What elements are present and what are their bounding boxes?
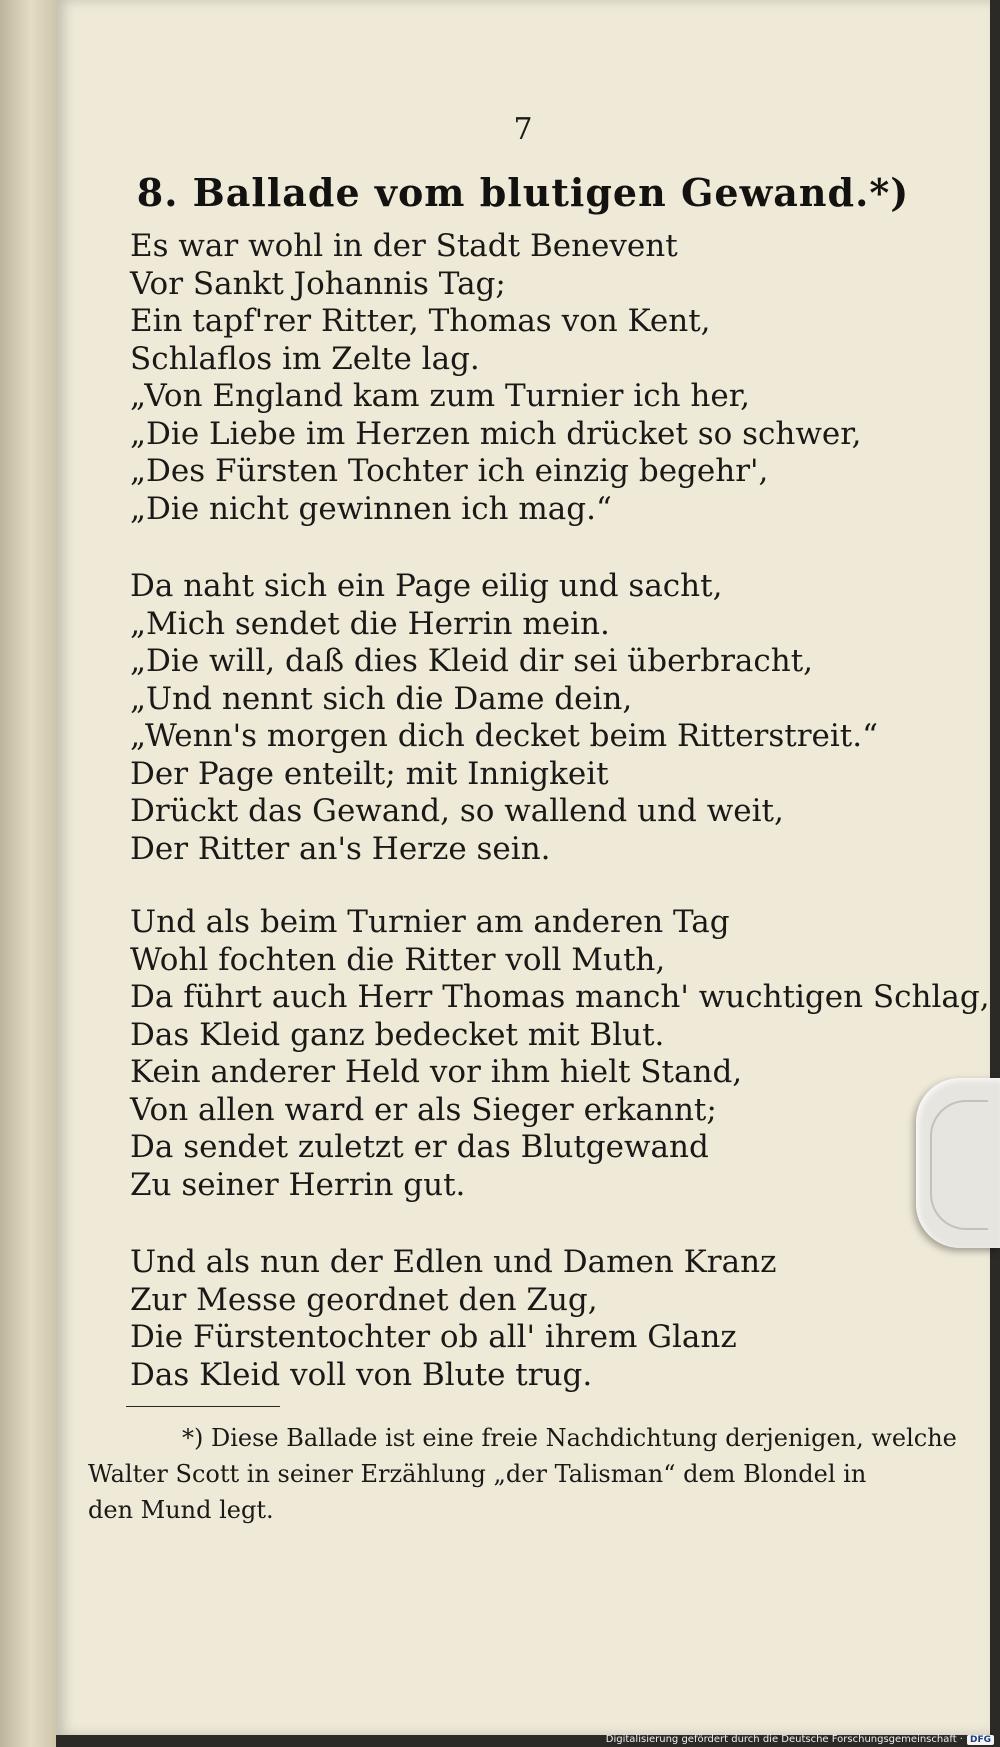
verse-line: „Mich sendet die Herrin mein.	[130, 605, 610, 642]
verse-line: „Die will, daß dies Kleid dir sei überbracht,	[130, 643, 814, 679]
verse-line: „Die nicht gewinnen ich mag.“	[130, 490, 612, 527]
footnote	[88, 1420, 960, 1528]
poem-title: 8. Ballade vom blutigen Gewand.*)	[136, 170, 910, 215]
verse-line: Da sendet zuletzt er das Blutgewand	[130, 1129, 709, 1165]
verse-line: Von allen ward er als Sieger erkannt;	[130, 1091, 717, 1128]
stanza-2	[130, 568, 970, 868]
page-number: 7	[513, 112, 533, 147]
verse-line: Das Kleid voll von Blute trug.	[130, 1356, 593, 1393]
footnote-line: *) Diese Ballade ist eine freie Nachdichtung derjenigen, welche	[182, 1424, 957, 1452]
footnote-line: den Mund legt.	[88, 1496, 274, 1524]
dfg-logo-icon: DFG	[967, 1735, 994, 1745]
stanza-1	[130, 228, 970, 528]
stanza-3	[130, 904, 990, 1204]
verse-line: „Wenn's morgen dich decket beim Ritterstreit.“	[130, 718, 878, 754]
credit-text: Digitalisierung gefördert durch die Deutsche Forschungsgemeinschaft ·	[605, 1734, 963, 1745]
verse-line: „Von England kam zum Turnier ich her,	[130, 378, 750, 414]
verse-line: Drückt das Gewand, so wallend und weit,	[130, 793, 784, 829]
verse-line: Der Page enteilt; mit Innigkeit	[130, 755, 609, 792]
verse-line: „Des Fürsten Tochter ich einzig begehr',	[130, 453, 769, 489]
verse-line: Vor Sankt Johannis Tag;	[130, 265, 506, 302]
stanza-4	[130, 1244, 970, 1394]
verse-line: Ein tapf'rer Ritter, Thomas von Kent,	[130, 303, 711, 339]
verse-line: Da naht sich ein Page eilig und sacht,	[130, 568, 723, 604]
verse-line: Und als nun der Edlen und Damen Kranz	[130, 1244, 777, 1280]
verse-line: Es war wohl in der Stadt Benevent	[130, 228, 678, 264]
verse-line: „Die Liebe im Herzen mich drücket so schwer,	[130, 415, 862, 452]
verse-line: Das Kleid ganz bedecket mit Blut.	[130, 1016, 665, 1053]
page-clip	[916, 1078, 1000, 1248]
verse-line: „Und nennt sich die Dame dein,	[130, 680, 633, 717]
verse-line: Und als beim Turnier am anderen Tag	[130, 904, 730, 940]
verse-line: Da führt auch Herr Thomas manch' wuchtigen Schlag,	[130, 979, 990, 1015]
adjacent-page-edge	[0, 0, 56, 1747]
digitization-credit	[606, 1734, 994, 1745]
verse-line: Wohl fochten die Ritter voll Muth,	[130, 941, 666, 978]
verse-line: Zur Messe geordnet den Zug,	[130, 1281, 598, 1318]
footnote-line: Walter Scott in seiner Erzählung „der Talisman“ dem Blondel in	[88, 1460, 867, 1488]
footnote-divider	[126, 1406, 280, 1407]
verse-line: Schlaflos im Zelte lag.	[130, 340, 480, 377]
book-page	[56, 0, 990, 1735]
verse-line: Die Fürstentochter ob all' ihrem Glanz	[130, 1319, 737, 1355]
verse-line: Kein anderer Held vor ihm hielt Stand,	[130, 1054, 743, 1090]
verse-line: Der Ritter an's Herze sein.	[130, 830, 551, 867]
verse-line: Zu seiner Herrin gut.	[130, 1166, 466, 1203]
